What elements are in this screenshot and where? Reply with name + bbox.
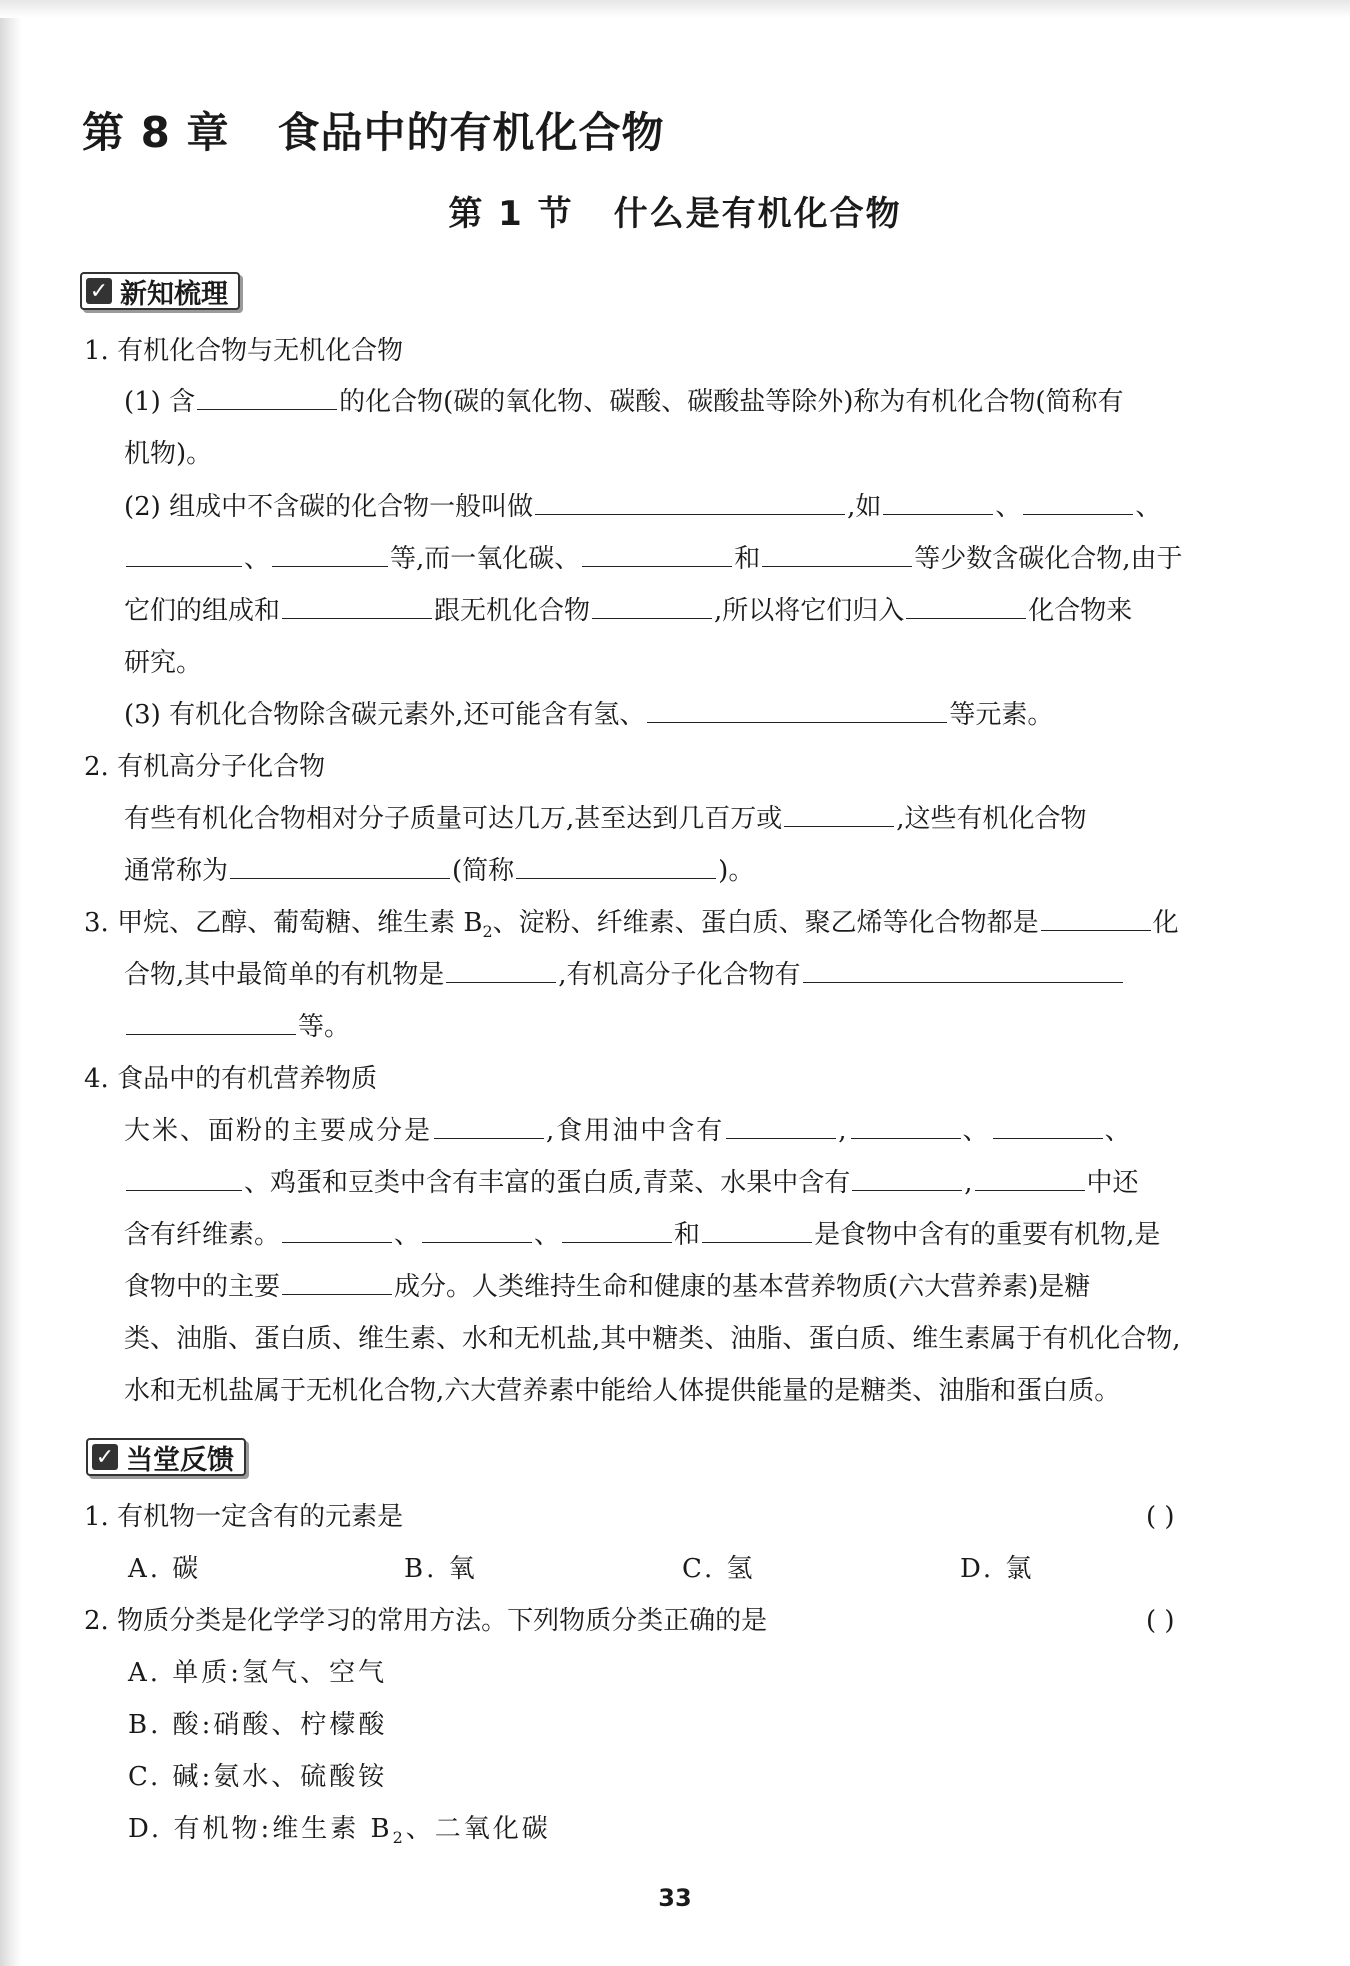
- q4-line5: 类、油脂、蛋白质、维生素、水和无机盐,其中糖类、油脂、蛋白质、维生素属于有机化合物,: [124, 1324, 1181, 1354]
- fill-blank[interactable]: [535, 490, 845, 515]
- option-d[interactable]: D. 氯: [960, 1554, 1035, 1584]
- q2-line1: 有些有机化合物相对分子质量可达几万,甚至达到几百万或 ,这些有机化合物: [124, 804, 1087, 834]
- fill-blank[interactable]: [422, 1218, 532, 1243]
- fill-blank[interactable]: [906, 594, 1026, 619]
- q1-2-line4: 研究。: [124, 648, 203, 678]
- q1-title: 1. 有机化合物与无机化合物: [84, 336, 404, 366]
- q2-line2: 通常称为 (简称 )。: [124, 856, 755, 886]
- tag-label: 当堂反馈: [126, 1444, 234, 1476]
- q3-line2: 合物,其中最简单的有机物是 ,有机高分子化合物有: [124, 958, 1125, 992]
- feedback-tag: [86, 1438, 246, 1476]
- q4-line1: 大米、面粉的主要成分是 ,食用油中含有 , 、 、: [124, 1116, 1133, 1146]
- fill-blank[interactable]: [282, 1270, 392, 1295]
- page-number: 33: [658, 1884, 692, 1912]
- answer-bracket[interactable]: ( ): [1146, 1502, 1175, 1532]
- tag-label: 新知梳理: [120, 278, 228, 310]
- checkbox-icon: ✓: [92, 1444, 118, 1470]
- fill-blank[interactable]: [516, 854, 716, 879]
- new-knowledge-tag: [80, 272, 240, 310]
- fill-blank[interactable]: [282, 1218, 392, 1243]
- q1-2-line1: (2) 组成中不含碳的化合物一般叫做 ,如 、 、: [124, 492, 1162, 522]
- chapter-title: [82, 100, 664, 160]
- q4-line2: 、鸡蛋和豆类中含有丰富的蛋白质,青菜、水果中含有 , 中还: [124, 1166, 1139, 1200]
- q1-2-line3: 它们的组成和 跟无机化合物 ,所以将它们归入 化合物来: [124, 596, 1133, 626]
- section-number: 第 1 节: [448, 194, 574, 234]
- fill-blank[interactable]: [562, 1218, 672, 1243]
- option-b[interactable]: B. 酸:硝酸、柠檬酸: [128, 1710, 388, 1740]
- chapter-name: 食品中的有机化合物: [277, 108, 665, 157]
- fill-blank[interactable]: [582, 542, 732, 567]
- q1-2-line2: 、 等,而一氧化碳、 和 等少数含碳化合物,由于: [124, 542, 1183, 576]
- option-c[interactable]: C. 碱:氨水、硫酸铵: [128, 1762, 388, 1792]
- q4-title: 4. 食品中的有机营养物质: [84, 1064, 378, 1094]
- fill-blank[interactable]: [883, 490, 993, 515]
- fill-blank[interactable]: [784, 802, 894, 827]
- fill-blank[interactable]: [993, 1114, 1103, 1139]
- fill-blank[interactable]: [975, 1166, 1085, 1191]
- fill-blank[interactable]: [851, 1114, 961, 1139]
- fill-blank[interactable]: [282, 594, 432, 619]
- fill-blank[interactable]: [1041, 906, 1151, 931]
- option-d[interactable]: D. 有机物:维生素 $B_2$、二氧化碳: [128, 1814, 551, 1848]
- fill-blank[interactable]: [434, 1114, 544, 1139]
- q2-title: 2. 有机高分子化合物: [84, 752, 326, 782]
- q4-line6: 水和无机盐属于无机化合物,六大营养素中能给人体提供能量的是糖类、油脂和蛋白质。: [124, 1376, 1121, 1406]
- checkbox-icon: ✓: [86, 278, 112, 304]
- fill-blank[interactable]: [702, 1218, 812, 1243]
- fill-blank[interactable]: [446, 958, 556, 983]
- feedback-q2-stem: 2. 物质分类是化学学习的常用方法。下列物质分类正确的是: [84, 1606, 768, 1636]
- fill-blank[interactable]: [762, 542, 912, 567]
- q3-line3: 等。: [124, 1010, 350, 1044]
- option-c[interactable]: C. 氢: [682, 1554, 756, 1584]
- q1-1-cont: 机物)。: [124, 439, 213, 469]
- q1-1-line: (1) 含 的化合物(碳的氧化物、碳酸、碳酸盐等除外)称为有机化合物(简称有: [124, 387, 1124, 417]
- option-a[interactable]: A. 碳: [128, 1554, 202, 1584]
- fill-blank[interactable]: [647, 698, 947, 723]
- option-a[interactable]: A. 单质:氢气、空气: [128, 1658, 388, 1688]
- q4-line3: 含有纤维素。 、 、 和 是食物中含有的重要有机物,是: [124, 1220, 1161, 1250]
- fill-blank[interactable]: [592, 594, 712, 619]
- fill-blank[interactable]: [126, 1166, 242, 1191]
- section-title: [0, 186, 1350, 235]
- q3-line1: 3. 甲烷、乙醇、葡萄糖、维生素 $B_2$、淀粉、纤维素、蛋白质、聚乙烯等化合物都是 化: [84, 908, 1179, 942]
- feedback-q1-stem: 1. 有机物一定含有的元素是: [84, 1502, 404, 1532]
- chapter-number: 第 8 章: [82, 108, 230, 157]
- answer-bracket[interactable]: ( ): [1146, 1606, 1175, 1636]
- fill-blank[interactable]: [726, 1114, 836, 1139]
- fill-blank[interactable]: [126, 542, 242, 567]
- fill-blank[interactable]: [803, 958, 1123, 983]
- fill-blank[interactable]: [272, 542, 388, 567]
- fill-blank[interactable]: [126, 1010, 296, 1035]
- fill-blank[interactable]: [852, 1166, 962, 1191]
- fill-blank[interactable]: [1023, 490, 1133, 515]
- q4-line4: 食物中的主要 成分。人类维持生命和健康的基本营养物质(六大营养素)是糖: [124, 1272, 1091, 1302]
- q1-3-line: (3) 有机化合物除含碳元素外,还可能含有氢、 等元素。: [124, 700, 1054, 730]
- option-b[interactable]: B. 氧: [404, 1554, 478, 1584]
- section-name: 什么是有机化合物: [613, 194, 902, 234]
- fill-blank[interactable]: [197, 385, 337, 410]
- fill-blank[interactable]: [230, 854, 450, 879]
